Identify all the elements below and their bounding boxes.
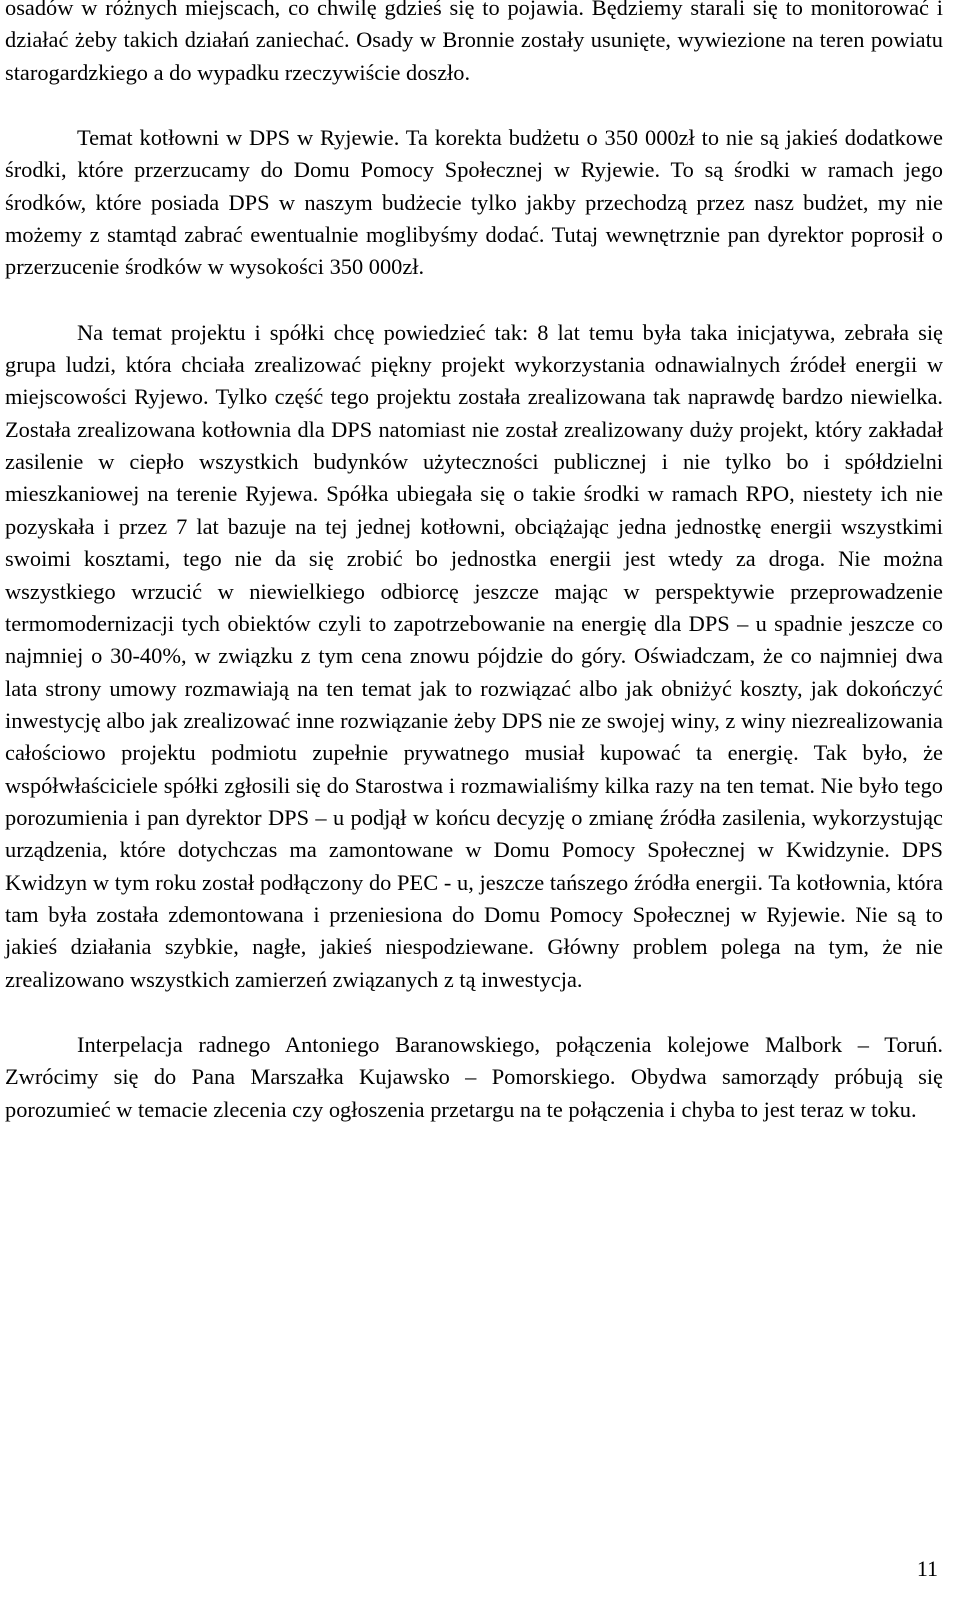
page-number: 11 xyxy=(916,1556,938,1581)
paragraph-kotlownia-dps: Temat kotłowni w DPS w Ryjewie. Ta korekta budżetu o 350 000zł to nie są jakieś dodatkowe środki, które przerzucamy do Domu Pomocy Społecznej w Ryjewie. To są środki w ramach jego środków, które posiada DPS w naszym budżecie tylko jakby przechodzą przez nasz budżet, my nie możemy z stamtąd zabrać ewentualnie moglibyśmy dodać. Tutaj wewnętrznie pan dyrektor poprosił o przerzucenie środków w wysokości 350 000zł. xyxy=(5,125,943,280)
paragraph-osady: osadów w różnych miejscach, co chwilę gdzieś się to pojawia. Będziemy starali się to monitorować i działać żeby takich działań zaniechać. Osady w Bronnie zostały usunięte, wywiezione na teren powiatu starogardzkiego a do wypadku rzeczywiście doszło. xyxy=(5,0,943,85)
paragraph-interpelacja: Interpelacja radnego Antoniego Baranowskiego, połączenia kolejowe Malbork – Toruń. Zwrócimy się do Pana Marszałka Kujawsko – Pomorskiego. Obydwa samorządy próbują się porozumieć w temacie zlecenia czy ogłoszenia przetargu na te połączenia i chyba to jest teraz w toku. xyxy=(5,1031,943,1122)
document-page xyxy=(5,0,943,1126)
paragraph-projekt-spolka: Na temat projektu i spółki chcę powiedzieć tak: 8 lat temu była taka inicjatywa, zebrała się grupa ludzi, która chciała zrealizować piękny projekt wykorzystania odnawialnych źródeł energii w miejscowości Ryjewo. Tylko część tego projektu została zrealizowana tak naprawdę bardzo niewielka. Została zrealizowana kotłownia dla DPS natomiast nie został zrealizowany duży projekt, który zakładał zasilenie w ciepło wszystkich budynków użyteczności publicznej i nie tylko bo i spółdzielni mieszkaniowej na terenie Ryjewa. Spółka ubiegała się o takie środki w ramach RPO, niestety ich nie pozyskała i przez 7 lat bazuje na tej jednej kotłowni, obciążając jedna jednostkę energii wszystkimi swoimi kosztami, tego nie da się zrobić bo jednostka energii jest wtedy za droga. Nie można wszystkiego wrzucić w niewielkiego odbiorcę jeszcze mając w perspektywie przeprowadzenie termomodernizacji tych obiektów czyli to zapotrzebowanie na energię dla DPS – u spadnie jeszcze co najmniej o 30-40%, w związku z tym cena znowu pójdzie do góry. Oświadczam, że co najmniej dwa lata strony umowy rozmawiają na ten temat jak to rozwiązać albo jak obniżyć koszty, jak dokończyć inwestycję albo jak zrealizować inne rozwiązanie żeby DPS nie ze swojej winy, z winy niezrealizowania całościowo projektu podmiotu zupełnie prywatnego musiał kupować ta energię. Tak było, że współwłaściciele spółki zgłosili się do Starostwa i rozmawialiśmy kilka razy na ten temat. Nie było tego porozumienia i pan dyrektor DPS – u podjął w końcu decyzję o zmianę źródła zasilenia, wykorzystując urządzenia, które dotychczas ma zamontowane w Domu Pomocy Społecznej w Kwidzynie. DPS Kwidzyn w tym roku został podłączony do PEC - u, jeszcze tańszego źródła energii. Ta kotłownia, która tam była została zdemontowana i przeniesiona do Domu Pomocy Społecznej w Ryjewie. Nie są to jakieś działania szybkie, nagłe, jakieś niespodziewane. Główny problem polega na tym, że nie zrealizowano wszystkich zamierzeń związanych z tą inwestycja. xyxy=(5,319,943,992)
